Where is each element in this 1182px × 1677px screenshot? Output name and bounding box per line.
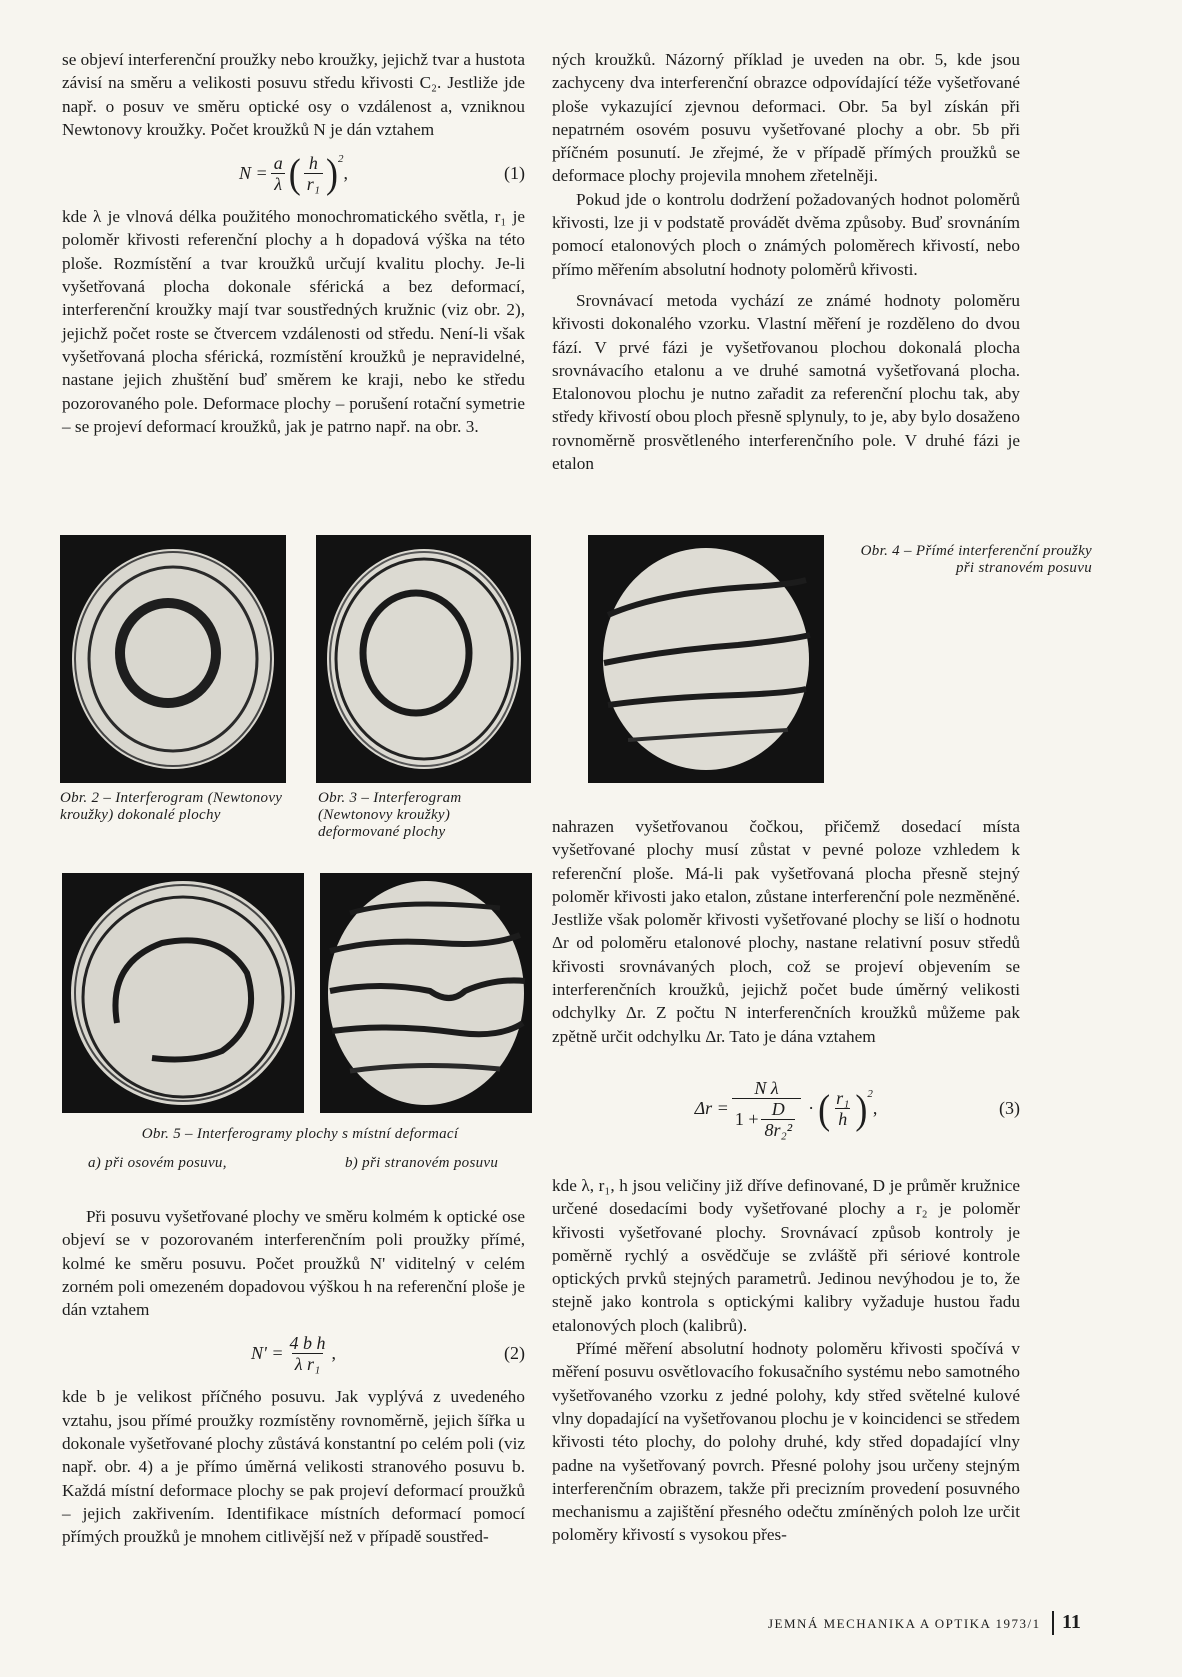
right-column-top bbox=[552, 48, 1020, 475]
paragraph: kde b je velikost příčného posuvu. Jak vyplývá z uvedeného vztahu, jsou přímé proužky rozmístěny rovnoměrně, jejich šířka u dokonale vyšetřované plochy zůstává konstantní po celém poli (viz např. obr. 4) a je přímo úměrná velikosti stranového posuvu b. Každá místní deformace plochy se pak projeví deformací proužků – jejich zakřivením. Identifikace místních deformací pomocí přímých proužků je mnohem citlivější než v případě soustřed- bbox=[62, 1387, 525, 1547]
figure-3-interferogram bbox=[316, 535, 531, 783]
journal-footer: JEMNÁ MECHANIKA A OPTIKA 1973/1 bbox=[768, 1616, 1041, 1631]
figure-5b-caption: b) při stranovém posuvu bbox=[345, 1155, 499, 1171]
equation-number: (3) bbox=[999, 1098, 1020, 1119]
figure-2-interferogram bbox=[60, 535, 286, 783]
figure-3-caption: Obr. 3 – Interferogram (Newtonovy kroužky) deformované plochy bbox=[318, 790, 462, 840]
figure-5a-interferogram bbox=[62, 873, 304, 1113]
paragraph: Při posuvu vyšetřované plochy ve směru kolmém k optické ose objeví se v pozorovaném interferenčním poli proužky přímé, kolmé ke směru posuvu. Počet proužků N' viditelný v celém zorném poli omezeném dopadovou výškou h na referenční ploše je dán vztahem bbox=[62, 1207, 525, 1320]
paragraph: ných kroužků. Názorný příklad je uveden na obr. 5, kde jsou zachyceny dva interferenční obrazce odpovídající téže vyšetřované ploše vykazující zjevnou deformaci. Obr. 5a byl získán při nepatrném osovém posuvu vyšetřované plochy a obr. 5b při příčném posunutí. Je zřejmé, že v případě přímých proužků se deformace plochy projevila mnohem zřetelněji. bbox=[552, 50, 1020, 186]
figure-4-caption: Obr. 4 – Přímé interferenční proužky při stranovém posuvu bbox=[860, 543, 1092, 576]
figure-5a-caption: a) při osovém posuvu, bbox=[88, 1155, 227, 1171]
paragraph: kde λ, r₁, h jsou veličiny již dříve definované, D je průměr kružnice určené dosedacími body vyšetřované plochy a r₂ je poloměr křivosti vyšetřované plochy. Srovnávací způsob kontroly je poměrně rychlý a osvědčuje se zvláště při sériové kontrole optických prvků stejných parametrů. Jedinou nevýhodou je to, že stejně jako kontrola s optickými kalibry vyžaduje hustou řadu etalonových ploch (kalibrů). bbox=[552, 1175, 1020, 1335]
equation-2: N' = $\frac{\text{4 b h}}{\text{λ r₁}}$ , (2) bbox=[250, 1332, 525, 1374]
figure-5-caption: Obr. 5 – Interferogramy plochy s místní deformací bbox=[141, 1126, 459, 1142]
figure-4-interferogram bbox=[588, 535, 824, 783]
equation-number: (1) bbox=[504, 162, 525, 183]
footer-divider bbox=[1052, 1611, 1054, 1635]
figure-2-caption: Obr. 2 – Interferogram (Newtonovy kroužky) dokonalé plochy bbox=[60, 790, 283, 823]
paragraph: Přímé měření absolutní hodnoty poloměru křivosti spočívá v měření posuvu osvětlovacího fokusačního systému nebo samotného vyšetřovaného vzorku z jedné polohy, kdy střed světelné kulové vlny dopadající na vyšetřovanou plochu je v koincidenci se středem křivosti této plochy, do polohy druhé, kdy střed dopadající vlny padne na vyšetřovaný povrch. Přesné polohy jsou určeny stejným interferenčním obrazem, takže při precizním provedení posuvného mechanismu a zajištění přesného odečtu zmíněných poloh lze určit poloměry křivostí s vysokou přes- bbox=[552, 1339, 1020, 1545]
equation-1: N = $\frac{a}{\lambda}$ ( $\frac{h}{\text{r₁}}$ ) $^2$ , (1) bbox=[239, 150, 525, 197]
left-column-top bbox=[62, 48, 525, 438]
equation-number: (2) bbox=[504, 1342, 525, 1363]
paragraph: kde λ je vlnová délka použitého monochromatického světla, r₁ je poloměr křivosti referenční plochy a h dopadová výška na této ploše. Rozmístění a tvar kroužků určují kvalitu plochy. Je-li vyšetřovaná plocha dokonale sférická a bez deformací, interferenční kroužky mají tvar soustředných kružnic (viz obr. 2), jejichž počet roste se čtvercem vzdálenosti od středu. Není-li však vyšetřovaná plocha sférická, rozmístění kroužků je nepravidelné, nastane jejich zhuštění buď směrem ke kraji, nebo ke středu pozorovaného pole. Deformace plochy – porušení rotační symetrie – se projeví deformací kroužků, jak je patrno např. na obr. 3. bbox=[62, 207, 525, 436]
left-column-bottom bbox=[62, 1205, 525, 1549]
figure-5b-interferogram bbox=[320, 873, 532, 1113]
paragraph: nahrazen vyšetřovanou čočkou, přičemž dosedací místa vyšetřované plochy musí zůstat v pevné poloze vzhledem k referenční ploše. Má-li pak vyšetřovaná plocha přesně stejný poloměr křivosti jako etalon, zůstane interferenční pole nezměněné. Jestliže však poloměr křivosti vyšetřované plochy se liší o hodnotu Δr od poloměru etalonové plochy, nastane relativní posuv středů křivosti srovnávaných ploch, což se projeví objevením se interferenčních kroužků, jejichž počet bude úměrný velikosti odchylky Δr. Z počtu N interferenčních kroužků můžeme pak zpětně určit odchylku Δr. Tato je dána vztahem bbox=[552, 817, 1020, 1046]
equation-3: Δr = N λ 1 + $\frac{D}{\text{8r₂²}}$ · ( $\frac{\text{r₁}}{h}$ ) $^2$ , (3) bbox=[694, 1077, 1020, 1140]
right-column-bottom bbox=[552, 815, 1020, 1547]
paragraph: Srovnávací metoda vychází ze známé hodnoty poloměru křivosti dokonalého vzorku. Vlastní měření je rozděleno do dvou fází. V prvé fázi je vyšetřovanou plochou dokonalá plocha srovnávacího etalonu a ve druhé samotná vyšetřovaná plocha. Etalonovou plochu je nutno zařadit za referenční plochu tak, aby středy křivostí obou ploch přesně splynuly, to je, aby bylo dosaženo rovnoměrně prosvětleného interferenčního pole. V druhé fázi je etalon bbox=[552, 290, 1020, 474]
paragraph: Pokud jde o kontrolu dodržení požadovaných hodnot poloměrů křivosti, lze ji v podstatě provádět dvěma způsoby. Buď srovnáním pomocí etalonových ploch o známých poloměrech křivostí, nebo přímo měřením absolutní hodnoty poloměrů křivosti. bbox=[552, 189, 1020, 279]
paragraph: se objeví interferenční proužky nebo kroužky, jejichž tvar a hustota závisí na směru a velikosti posuvu středu křivosti C₂. Jestliže jde např. o posuv ve směru optické osy o vzdálenost a, vzniknou Newtonovy kroužky. Počet kroužků N je dán vztahem bbox=[62, 50, 525, 139]
page-number: 11 bbox=[1062, 1611, 1081, 1633]
